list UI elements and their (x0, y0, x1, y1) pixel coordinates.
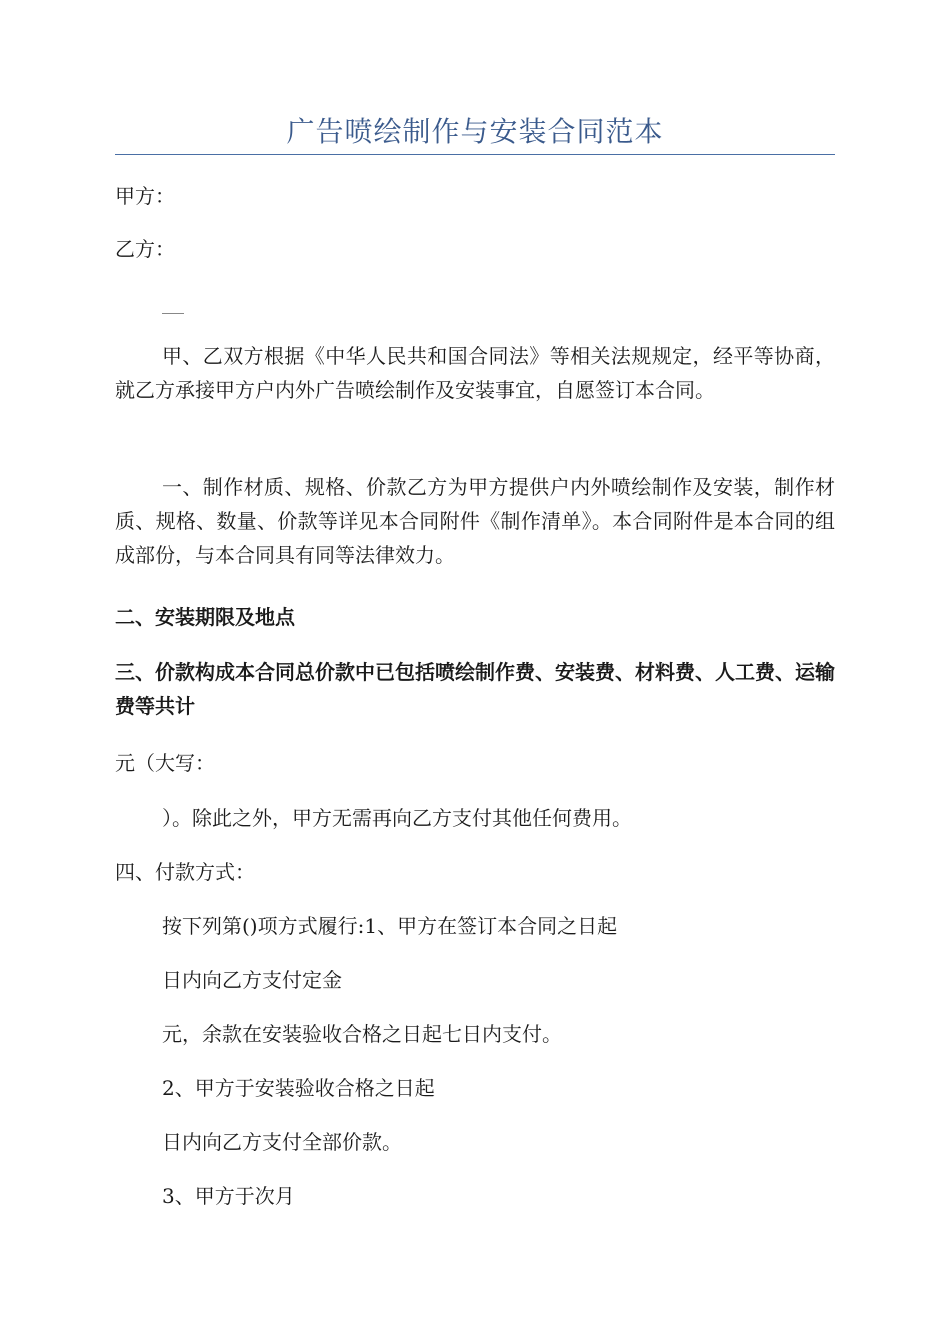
party-a-line: 甲方： (115, 184, 175, 208)
title-underline (115, 154, 835, 155)
section-1-paragraph: 一、制作材质、规格、价款乙方为甲方提供户内外喷绘制作及安装，制作材质、规格、数量、价款等详见本合同附件《制作清单》。本合同附件是本合同的组成部份，与本合同具有同等法律效力。 (115, 475, 835, 567)
payment-line-5: 日内向乙方支付全部价款。 (162, 1130, 402, 1154)
document-title: 广告喷绘制作与安装合同范本 (286, 115, 664, 148)
section-2-heading: 二、安装期限及地点 (115, 605, 295, 629)
payment-line-4: 2、甲方于安装验收合格之日起 (162, 1076, 435, 1100)
payment-line-1: 按下列第()项方式履行:1、甲方在签订本合同之日起 (162, 914, 618, 938)
intro-paragraph: 甲、乙双方根据《中华人民共和国合同法》等相关法规规定，经平等协商，就乙方承接甲方户内外广告喷绘制作及安装事宜，自愿签订本合同。 (115, 344, 835, 402)
amount-close-line: ）。除此之外，甲方无需再向乙方支付其他任何费用。 (162, 806, 632, 830)
amount-line: 元（大写： (115, 751, 215, 775)
section-3-heading: 三、价款构成本合同总价款中已包括喷绘制作费、安装费、材料费、人工费、运输费等共计 (115, 660, 835, 718)
section-4-heading: 四、付款方式： (115, 860, 255, 884)
payment-line-6: 3、甲方于次月 (162, 1184, 295, 1208)
payment-line-2: 日内向乙方支付定金 (162, 968, 342, 992)
payment-line-3: 元，余款在安装验收合格之日起七日内支付。 (162, 1022, 562, 1046)
party-b-line: 乙方： (115, 237, 175, 261)
separator-dash (162, 313, 184, 314)
